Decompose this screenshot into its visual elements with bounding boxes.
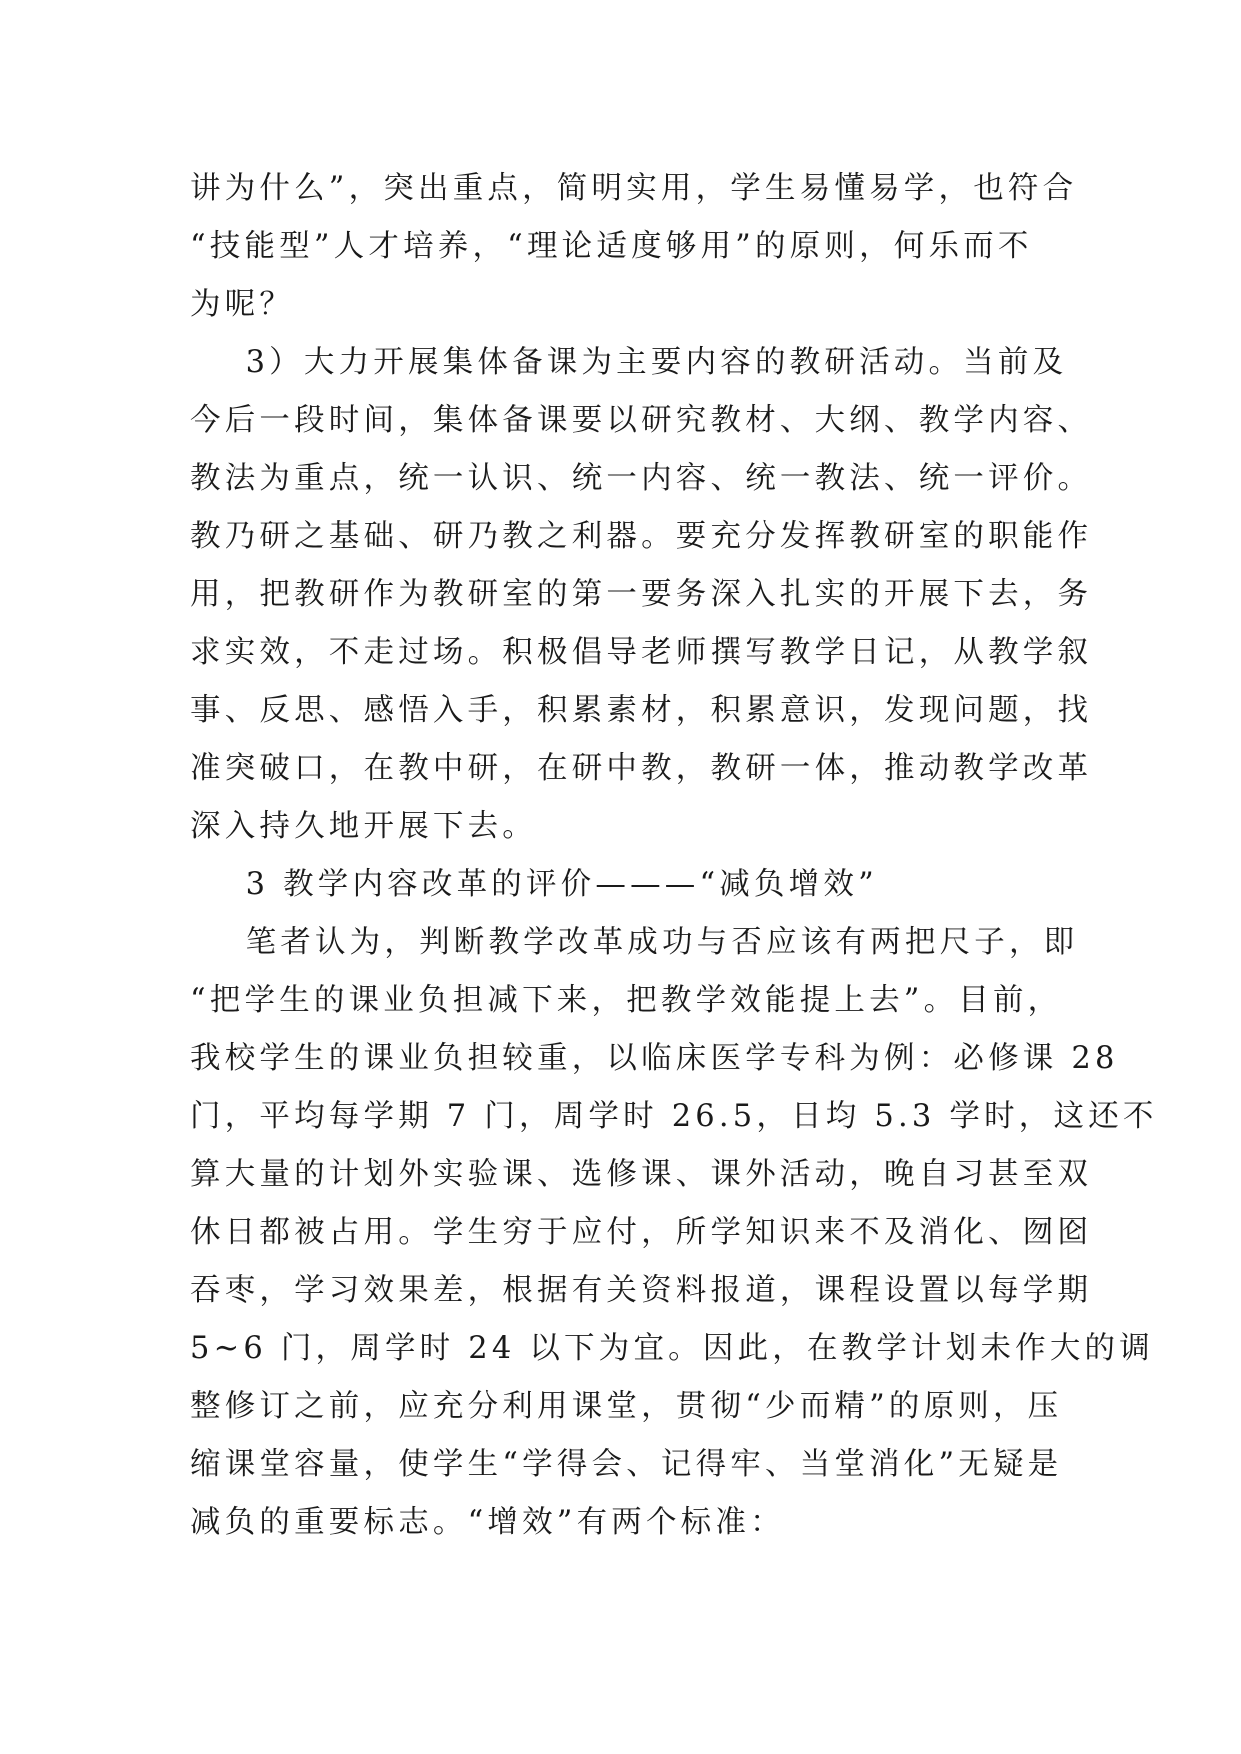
text-line: 3）大力开展集体备课为主要内容的教研活动。当前及	[190, 345, 1068, 380]
text-line: 整修订之前，应充分利用课堂，贯彻“少而精”的原则，压	[190, 1389, 1063, 1424]
text-line: 5~6 门，周学时 24 以下为宜。因此，在教学计划未作大的调	[190, 1331, 1154, 1366]
text-line: 缩课堂容量，使学生“学得会、记得牢、当堂消化”无疑是	[190, 1447, 1063, 1482]
text-line: 休日都被占用。学生穷于应付，所学知识来不及消化、囫囵	[190, 1215, 1093, 1250]
text-line: 教法为重点，统一认识、统一内容、统一教法、统一评价。	[190, 461, 1093, 496]
text-line: 我校学生的课业负担较重，以临床医学专科为例：必修课 28	[190, 1041, 1119, 1076]
text-line: 用，把教研作为教研室的第一要务深入扎实的开展下去，务	[190, 577, 1093, 612]
item-3-paragraph	[190, 334, 1093, 856]
text-line: 事、反思、感悟入手，积累素材，积累意识，发现问题，找	[190, 693, 1093, 728]
text-line: 今后一段时间，集体备课要以研究教材、大纲、教学内容、	[190, 403, 1093, 438]
text-line: 求实效，不走过场。积极倡导老师撰写教学日记，从教学叙	[190, 635, 1093, 670]
text-line: 讲为什么”，突出重点，简明实用，学生易懂易学，也符合	[190, 171, 1078, 206]
text-line: 门，平均每学期 7 门，周学时 26.5，日均 5.3 学时，这还不	[190, 1099, 1158, 1134]
text-line: 准突破口，在教中研，在研中教，教研一体，推动教学改革	[190, 751, 1093, 786]
text-line: “把学生的课业负担减下来，把教学效能提上去”。目前，	[190, 983, 1063, 1018]
text-line: 吞枣，学习效果差，根据有关资料报道，课程设置以每学期	[190, 1273, 1093, 1308]
text-line: 为呢？	[190, 287, 295, 322]
section-heading	[190, 856, 1050, 914]
text-line: “技能型”人才培养，“理论适度够用”的原则，何乐而不	[190, 229, 1033, 264]
continuation-paragraph	[190, 160, 1078, 334]
text-line: 教乃研之基础、研乃教之利器。要充分发挥教研室的职能作	[190, 519, 1093, 554]
text-line: 减负的重要标志。“增效”有两个标准：	[190, 1505, 785, 1540]
text-line: 深入持久地开展下去。	[190, 809, 537, 844]
text-line: 笔者认为，判断教学改革成功与否应该有两把尺子，即	[190, 925, 1079, 960]
judgement-paragraph	[190, 914, 1158, 1552]
text-line: 算大量的计划外实验课、选修课、课外活动，晚自习甚至双	[190, 1157, 1093, 1192]
section-heading-text: 3 教学内容改革的评价———“减负增效”	[190, 867, 878, 902]
